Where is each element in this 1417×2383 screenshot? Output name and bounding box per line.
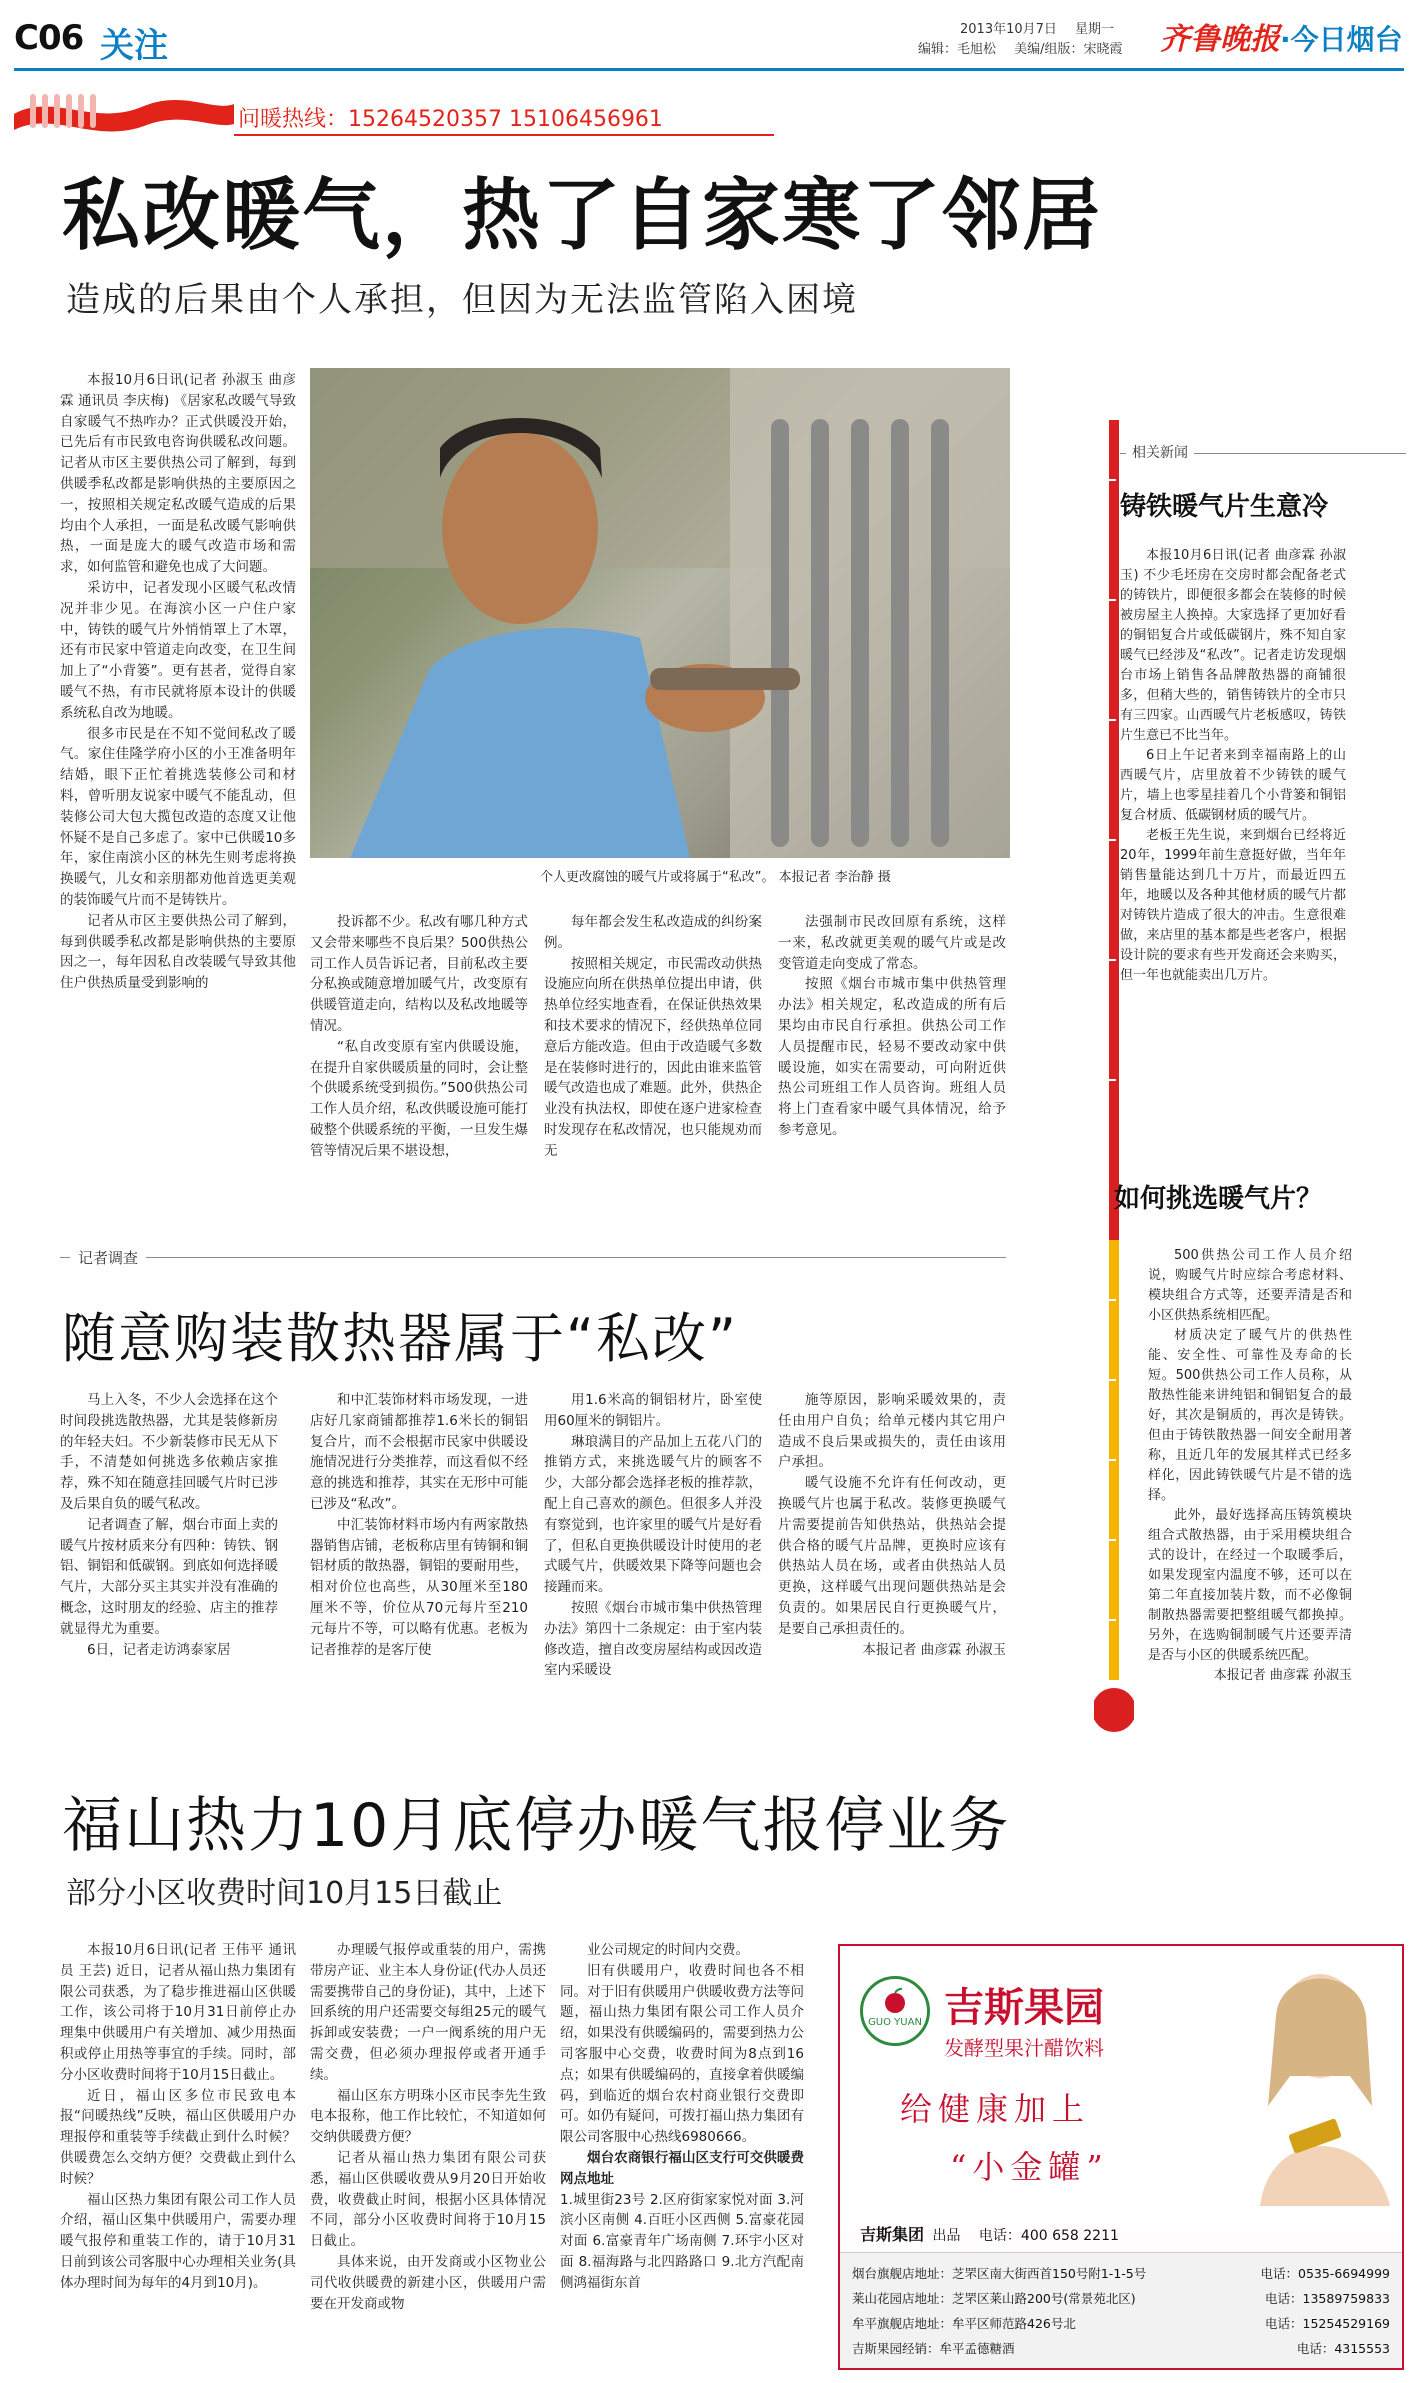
sidebar-tag-label: 相关新闻 [1126, 442, 1194, 462]
story1-col2-p2: “私自改变原有室内供暖设施，在提升自家供暖质量的同时，会让整个供暖系统受到损伤。”500供热公司工作人员介绍，私改供暖设施可能打破整个供暖系统的平衡，一旦发生爆管等情况后果不堪设想， [310, 1038, 528, 1159]
ad-store-tel: 电话：15254529169 [1265, 2316, 1390, 2331]
ad-tagline: 发酵型果汁醋饮料 [944, 2036, 1104, 2060]
ad-box [838, 1944, 1404, 2370]
sidebar-body1-p1: 本报10月6日讯(记者 曲彦霖 孙淑玉) 不少毛坯房在交房时都会配备老式的铸铁片，即便很多都会在装修的时候被房屋主人换掉。大家选择了更加好看的铜铝复合片或低碳钢片，殊不知自家暖气已经涉及“私改”。记者走访发现烟台市场上销售各品牌散热器的商铺很多，但稍大些的，销售铸铁片的全市只有三四家。山西暖气片老板感叹，铸铁片生意已不比当年。 [1120, 548, 1346, 743]
story1-photo [310, 368, 1010, 858]
sidebar-body1 [1120, 546, 1346, 1141]
man-fixing-radiator-image [310, 368, 1010, 858]
header-rule [14, 68, 1404, 71]
woman-with-can-image [1220, 1956, 1400, 2206]
story1-col1 [60, 370, 296, 1285]
story1-col1-p3: 很多市民是在不知不觉间私改了暖气。家住佳隆学府小区的小王准备明年结婚，眼下正忙着挑选装修公司和材料，曾听朋友说家中暖气不能乱动，但装修公司大包大揽包改造的态度又让他怀疑不是自己多虑了。家中已供暖10多年，家住南滨小区的林先生则考虑将换换暖气，儿女和亲朋都劝他首选更美观的装饰暖气片而不是铸铁片。 [60, 725, 296, 908]
radiator-ribbon-icon [14, 84, 234, 142]
ad-store-addr: 烟台旗舰店地址：芝罘区南大街西首150号附1-1-5号 [852, 2266, 1147, 2281]
story2-col3-p2: 琳琅满目的产品加上五花八门的推销方式，来挑选暖气片的顾客不少，大部分都会选择老板的推荐款，配上自己喜欢的颜色。但很多人并没有察觉到，也许家里的暖气片是好看了，但私自更换供暖设计时使用的老式暖气片，供暖效果下降等问题也会接踵而来。 [544, 1433, 762, 1596]
ad-store-row [852, 2336, 1390, 2361]
story1-subhead: 造成的后果由个人承担，但因为无法监管陷入困境 [66, 280, 858, 320]
story1-col4 [778, 912, 1006, 1285]
story3-col2-p4: 具体来说，由开发商或小区物业公司代收供暖费的新建小区，供暖用户需要在开发商或物 [310, 2253, 546, 2312]
ad-store-tel: 电话：0535-6694999 [1260, 2266, 1390, 2281]
story3-col1-p2: 近日，福山区多位市民致电本报“问暖热线”反映，福山区供暖用户办理报停和重装等手续截止到什么时候？供暖费怎么交纳方便？交费截止到什么时候？ [60, 2087, 296, 2187]
story3-col3 [560, 1940, 804, 2374]
ad-logo-text: GUO YUAN [868, 2017, 922, 2028]
brand-name: 齐鲁晚报 [1160, 22, 1280, 57]
sidebar-body1-p3: 老板王先生说，来到烟台已经将近20年，1999年前生意挺好做，当年年销售量能达到几十万片，而最近四五年，地暖以及各种其他材质的暖气片都对铸铁片造成了很大的冲击。生意很难做，来店里的基本都是些老客户，根据设计院的要求有些开发商还会来购买，但一年也就能卖出几万片。 [1120, 828, 1346, 983]
story2-col3 [544, 1390, 762, 1700]
story3-col1 [60, 1940, 296, 2374]
sidebar-tag [1120, 442, 1406, 464]
editor-credit: 编辑：毛旭松 [918, 42, 997, 57]
story1-col3-p1: 每年都会发生私改造成的纠纷案例。 [544, 914, 762, 951]
story2-headline: 随意购装散热器属于“私改” [62, 1307, 738, 1370]
page-number: C06 [14, 18, 84, 58]
story2-top-rule [60, 1257, 1006, 1258]
story3-subhead: 部分小区收费时间10月15日截止 [66, 1876, 503, 1911]
ad-brand: 吉斯果园 [944, 1985, 1104, 2031]
story1-col2-p1: 投诉都不少。私改有哪几种方式又会带来哪些不良后果？500供热公司工作人员告诉记者，目前私改主要分私换或随意增加暖气片，改变原有供暖管道走向，结构以及私改地暖等情况。 [310, 914, 528, 1034]
ad-store-row [852, 2261, 1390, 2286]
story2-section-tag: 记者调查 [70, 1247, 146, 1268]
story3-branch-title: 烟台农商银行福山区支行可交供暖费网点地址 [560, 2149, 804, 2187]
story1-col4-p2: 按照《烟台市城市集中供热管理办法》相关规定，私改造成的所有后果均由市民自行承担。供热公司工作人员提醒市民，轻易不要改动家中供暖设施，如实在需要动，可向附近供热公司班组工作人员咨询。班组人员将上门查看家中暖气具体情况，给予参考意见。 [778, 976, 1006, 1138]
story2-col2-p2: 中汇装饰材料市场内有两家散热器销售店铺，老板称店里有铸铜和铜铝材质的散热器，铜铝的要耐用些，相对价位也高些，从30厘米至180厘米不等，价位从70元每片至210元每片不等，可以略有优惠。老板为记者推荐的是客厅使 [310, 1516, 528, 1658]
story2-col4 [778, 1390, 1006, 1700]
ad-store-row [852, 2286, 1390, 2311]
date-text: 2013年10月7日 [960, 22, 1057, 37]
section-name: 关注 [100, 26, 168, 66]
sidebar-body2-p3: 此外，最好选择高压铸筑模块组合式散热器，由于采用模块组合式的设计，在经过一个取暖季后，如果发现室内温度不够，还可以在第二年直接加装片数，而不必像铜制散热器需要把整组暖气都换掉。另外，在选购铜制暖气片还要弄清是否与小区的供暖系统匹配。 [1148, 1508, 1352, 1663]
page-header [0, 0, 1417, 70]
story2-col1-p3: 6日，记者走访鸿泰家居 [87, 1641, 231, 1658]
story1-col4-p1: 法强制市民改回原有系统，这样一来，私改就更美观的暖气片或是改变管道走向变成了常态。 [778, 914, 1006, 972]
story3-branch-list: 1.城里街23号 2.区府街家家悦对面 3.河滨小区南侧 4.百旺小区西侧 5.富豪花园对面 6.富豪青年广场南侧 7.环宇小区对面 8.福海路与北四路路口 9.北方汽配南侧鸿福街东首 [560, 2191, 804, 2291]
story3-headline: 福山热力10月底停办暖气报停业务 [62, 1791, 1011, 1861]
sidebar-headline1: 铸铁暖气片生意冷 [1120, 492, 1329, 522]
story1-col1-p1: 本报10月6日讯(记者 孙淑玉 曲彦霖 通讯员 李庆梅) 《居家私改暖气导致自家暖气不热咋办？正式供暖没开始，已先后有市民致电咨询供暖私改问题。记者从市区主要供热公司了解到，每到供暖季私改都是影响供热的主要原因之一，按照相关规定私改暖气造成的后果均由个人承担，一面是私改暖气影响供热，一面是庞大的暖气改造市场和需求，如何监管和避免也成了大问题。 [60, 372, 296, 576]
ad-slogan1: 给健康加上 [900, 2090, 1091, 2128]
brand-suffix: ·今日烟台 [1280, 23, 1403, 56]
ad-group-line [860, 2222, 1119, 2245]
story3-col2-p1: 办理暖气报停或重装的用户，需携带房产证、业主本人身份证(代办人员还需要携带自己的身份证)，其中，上述下回系统的用户还需要交每组25元的暖气拆卸或安装费；一户一阀系统的用户无需交费，但必须办理报停或者开通手续。 [310, 1942, 546, 2083]
ad-stores [840, 2252, 1402, 2370]
hotline-text: 问暖热线：15264520357 15106456961 [238, 107, 663, 132]
ad-store-addr: 吉斯果园经销：牟平孟德糖酒 [852, 2341, 1015, 2356]
ad-group-logo: 吉斯集团 [860, 2225, 925, 2244]
story3-col1-p3: 福山区热力集团有限公司工作人员介绍，福山区集中供暖用户，需要办理暖气报停和重装工作的，请于10月31日前到该公司客服中心办理相关业务(具体办理时间为每年的4月到10月)。 [60, 2191, 296, 2291]
story1-col3-p2: 按照相关规定，市民需改动供热设施应向所在供热单位提出申请，供热单位经实地查看，在保证供热效果和技术要求的情况下，经供热单位同意后方能改造。但由于改造暖气多数是在装修时进行的，因此由谁来监管暖气改造也成了难题。此外，供热企业没有执法权，即使在逐户进家检查时发现存在私改情况，也只能规劝而无 [544, 955, 762, 1159]
story3-col1-p1: 本报10月6日讯(记者 王伟平 通讯员 王芸) 近日，记者从福山热力集团有限公司获悉，为了稳步推进福山区供暖工作，该公司将于10月31日前停止办理集中供暖用户有关增加、减少用热面积或停止用热等事宜的手续。同时，部分小区收费时间将于10月15日截止。 [60, 1942, 296, 2083]
ad-store-addr: 牟平旗舰店地址：牟平区师范路426号北 [852, 2316, 1076, 2331]
ad-store-row [852, 2311, 1390, 2336]
story2-col3-p1: 用1.6米高的铜铝材片，卧室使用60厘米的铜铝片。 [544, 1392, 762, 1429]
story3-col2-p2: 福山区东方明珠小区市民李先生致电本报称，他工作比较忙，不知道如何交纳供暖费方便？ [310, 2087, 546, 2146]
sidebar-body1-p2: 6日上午记者来到幸福南路上的山西暖气片，店里放着不少铸铁的暖气片，墙上也零星挂着几个小背篓和铜铝复合材质、低碳钢材质的暖气片。 [1120, 748, 1346, 823]
story2-col4-p2: 暖气设施不允许有任何改动，更换暖气片也属于私改。装修更换暖气片需要提前告知供热站，供热站会提供合格的暖气片品牌，更换时应该有供热站人员在场，或者由供热站人员更换，这样暖气出现问题供热站是会负责的。如果居民自行更换暖气片，是要自己承担责任的。 [778, 1475, 1006, 1637]
ad-phone: 电话：400 658 2211 [978, 2228, 1119, 2244]
story2-col2-p1: 和中汇装饰材料市场发现，一进店好几家商铺都推荐1.6米长的铜铝复合片，而不会根据市民家中供暖设施情况进行分类推荐，而这看似不经意的挑选和推荐，其实在无形中可能已涉及“私改”。 [310, 1392, 528, 1512]
ad-store-tel: 电话：4315553 [1296, 2341, 1390, 2356]
story1-col1-p4: 记者从市区主要供热公司了解到，每到供暖季私改都是影响供热的主要原因之一，每年因私自改装暖气导致其他住户供热质量受到影响的 [60, 912, 296, 992]
hotline-underline [234, 134, 774, 136]
story2-col1-p1: 马上入冬，不少人会选择在这个时间段挑选散热器，尤其是装修新房的年轻夫妇。不少新装修市民无从下手，不清楚如何挑选多依赖店家推荐，殊不知在随意挂回暖气片时已涉及后果自负的暖气私改。 [60, 1392, 278, 1512]
story2-col4-p1: 施等原因，影响采暖效果的，责任由用户自负；给单元楼内其它用户造成不良后果或损失的，责任由该用户承担。 [778, 1392, 1006, 1471]
story1-col3 [544, 912, 762, 1285]
header-credits [918, 38, 1123, 57]
story2-col1-p2: 记者调查了解，烟台市面上卖的暖气片按材质来分有四种：铸铁、钢铝、铜铝和低碳钢。到底如何选择暖气片，大部分买主其实并没有准确的概念，这时朋友的经验、店主的推荐就显得尤为重要。 [60, 1516, 278, 1637]
sidebar-headline2: 如何挑选暖气片？ [1114, 1184, 1323, 1214]
designer-credit: 美编/组版：宋晓霞 [1014, 42, 1123, 57]
sidebar-body2 [1148, 1246, 1352, 1736]
story2-byline: 本报记者 曲彦霖 孙淑玉 [862, 1641, 1006, 1658]
ad-store-addr: 莱山花园店地址：芝罘区莱山路200号(常景苑北区) [852, 2291, 1136, 2306]
story1-col2 [310, 912, 528, 1285]
story3-col3-p1: 业公司规定的时间内交费。 [587, 1942, 749, 1958]
story2-col2 [310, 1390, 528, 1700]
story2-col3-p3: 按照《烟台市城市集中供热管理办法》第四十二条规定：由于室内装修改造，擅自改变房屋结构或因改造室内采暖设 [544, 1599, 762, 1679]
story3-col2-p3: 记者从福山热力集团有限公司获悉，福山区供暖收费从9月20日开始收费，收费截止时间，根据小区具体情况不同，部分小区收费时间将于10月15日截止。 [310, 2149, 546, 2250]
ad-slogan2: “小金罐” [950, 2148, 1109, 2186]
story1-photo-caption: 个人更改腐蚀的暖气片或将属于“私改”。 本报记者 李治静 摄 [540, 870, 891, 885]
story3-col2 [310, 1940, 546, 2374]
sidebar-byline: 本报记者 曲彦霖 孙淑玉 [1213, 1668, 1352, 1683]
story1-col1-p2: 采访中，记者发现小区暖气私改情况并非少见。在海滨小区一户住户家中，铸铁的暖气片外悄悄罩上了木罩，还有市民家中管道走向改变，在卫生间加上了“小背篓”。更有甚者，觉得自家暖气不热，有市民就将原本设计的供暖系统私自改为地暖。 [60, 579, 296, 721]
header-date [960, 18, 1114, 37]
hotline-banner [14, 84, 774, 142]
apple-icon [880, 1986, 910, 2016]
sidebar-body2-p2: 材质决定了暖气片的供热性能、安全性、可靠性及寿命的长短。500供热公司工作人员称，从散热性能来讲纯铝和铜铝复合的最好，其次是铜质的，再次是铸铁。但由于铸铁散热器一间安全耐用著称，且近几年的发展其样式已经多样化，因此铸铁暖气片是不错的选择。 [1148, 1328, 1352, 1503]
story1-headline: 私改暖气，热了自家寒了邻居 [62, 171, 1103, 261]
story3-col3-p2: 旧有供暖用户，收费时间也各不相同。对于旧有供暖用户供暖收费方法等问题，福山热力集团有限公司工作人员介绍，如果没有供暖编码的，需要到热力公司客服中心交费，收费时间为8点到16点；如果有供暖编码的，直接拿着供暖编码，到临近的烟台农村商业银行交费即可。如仍有疑问，可拨打福山热力集团有限公司客服中心热线6980666。 [560, 1962, 804, 2146]
ad-store-tel: 电话：13589759833 [1265, 2291, 1390, 2306]
ad-group-note: 出品 [932, 2228, 961, 2244]
sidebar-body2-p1: 500供热公司工作人员介绍说，购暖气片时应综合考虑材料、模块组合方式等，还要弄清是否和小区供热系统相匹配。 [1148, 1248, 1352, 1323]
brand-logo [1160, 14, 1403, 58]
ad-model-photo [1220, 1956, 1400, 2206]
story2-col1 [60, 1390, 278, 1700]
weekday-text: 星期一 [1075, 22, 1115, 37]
